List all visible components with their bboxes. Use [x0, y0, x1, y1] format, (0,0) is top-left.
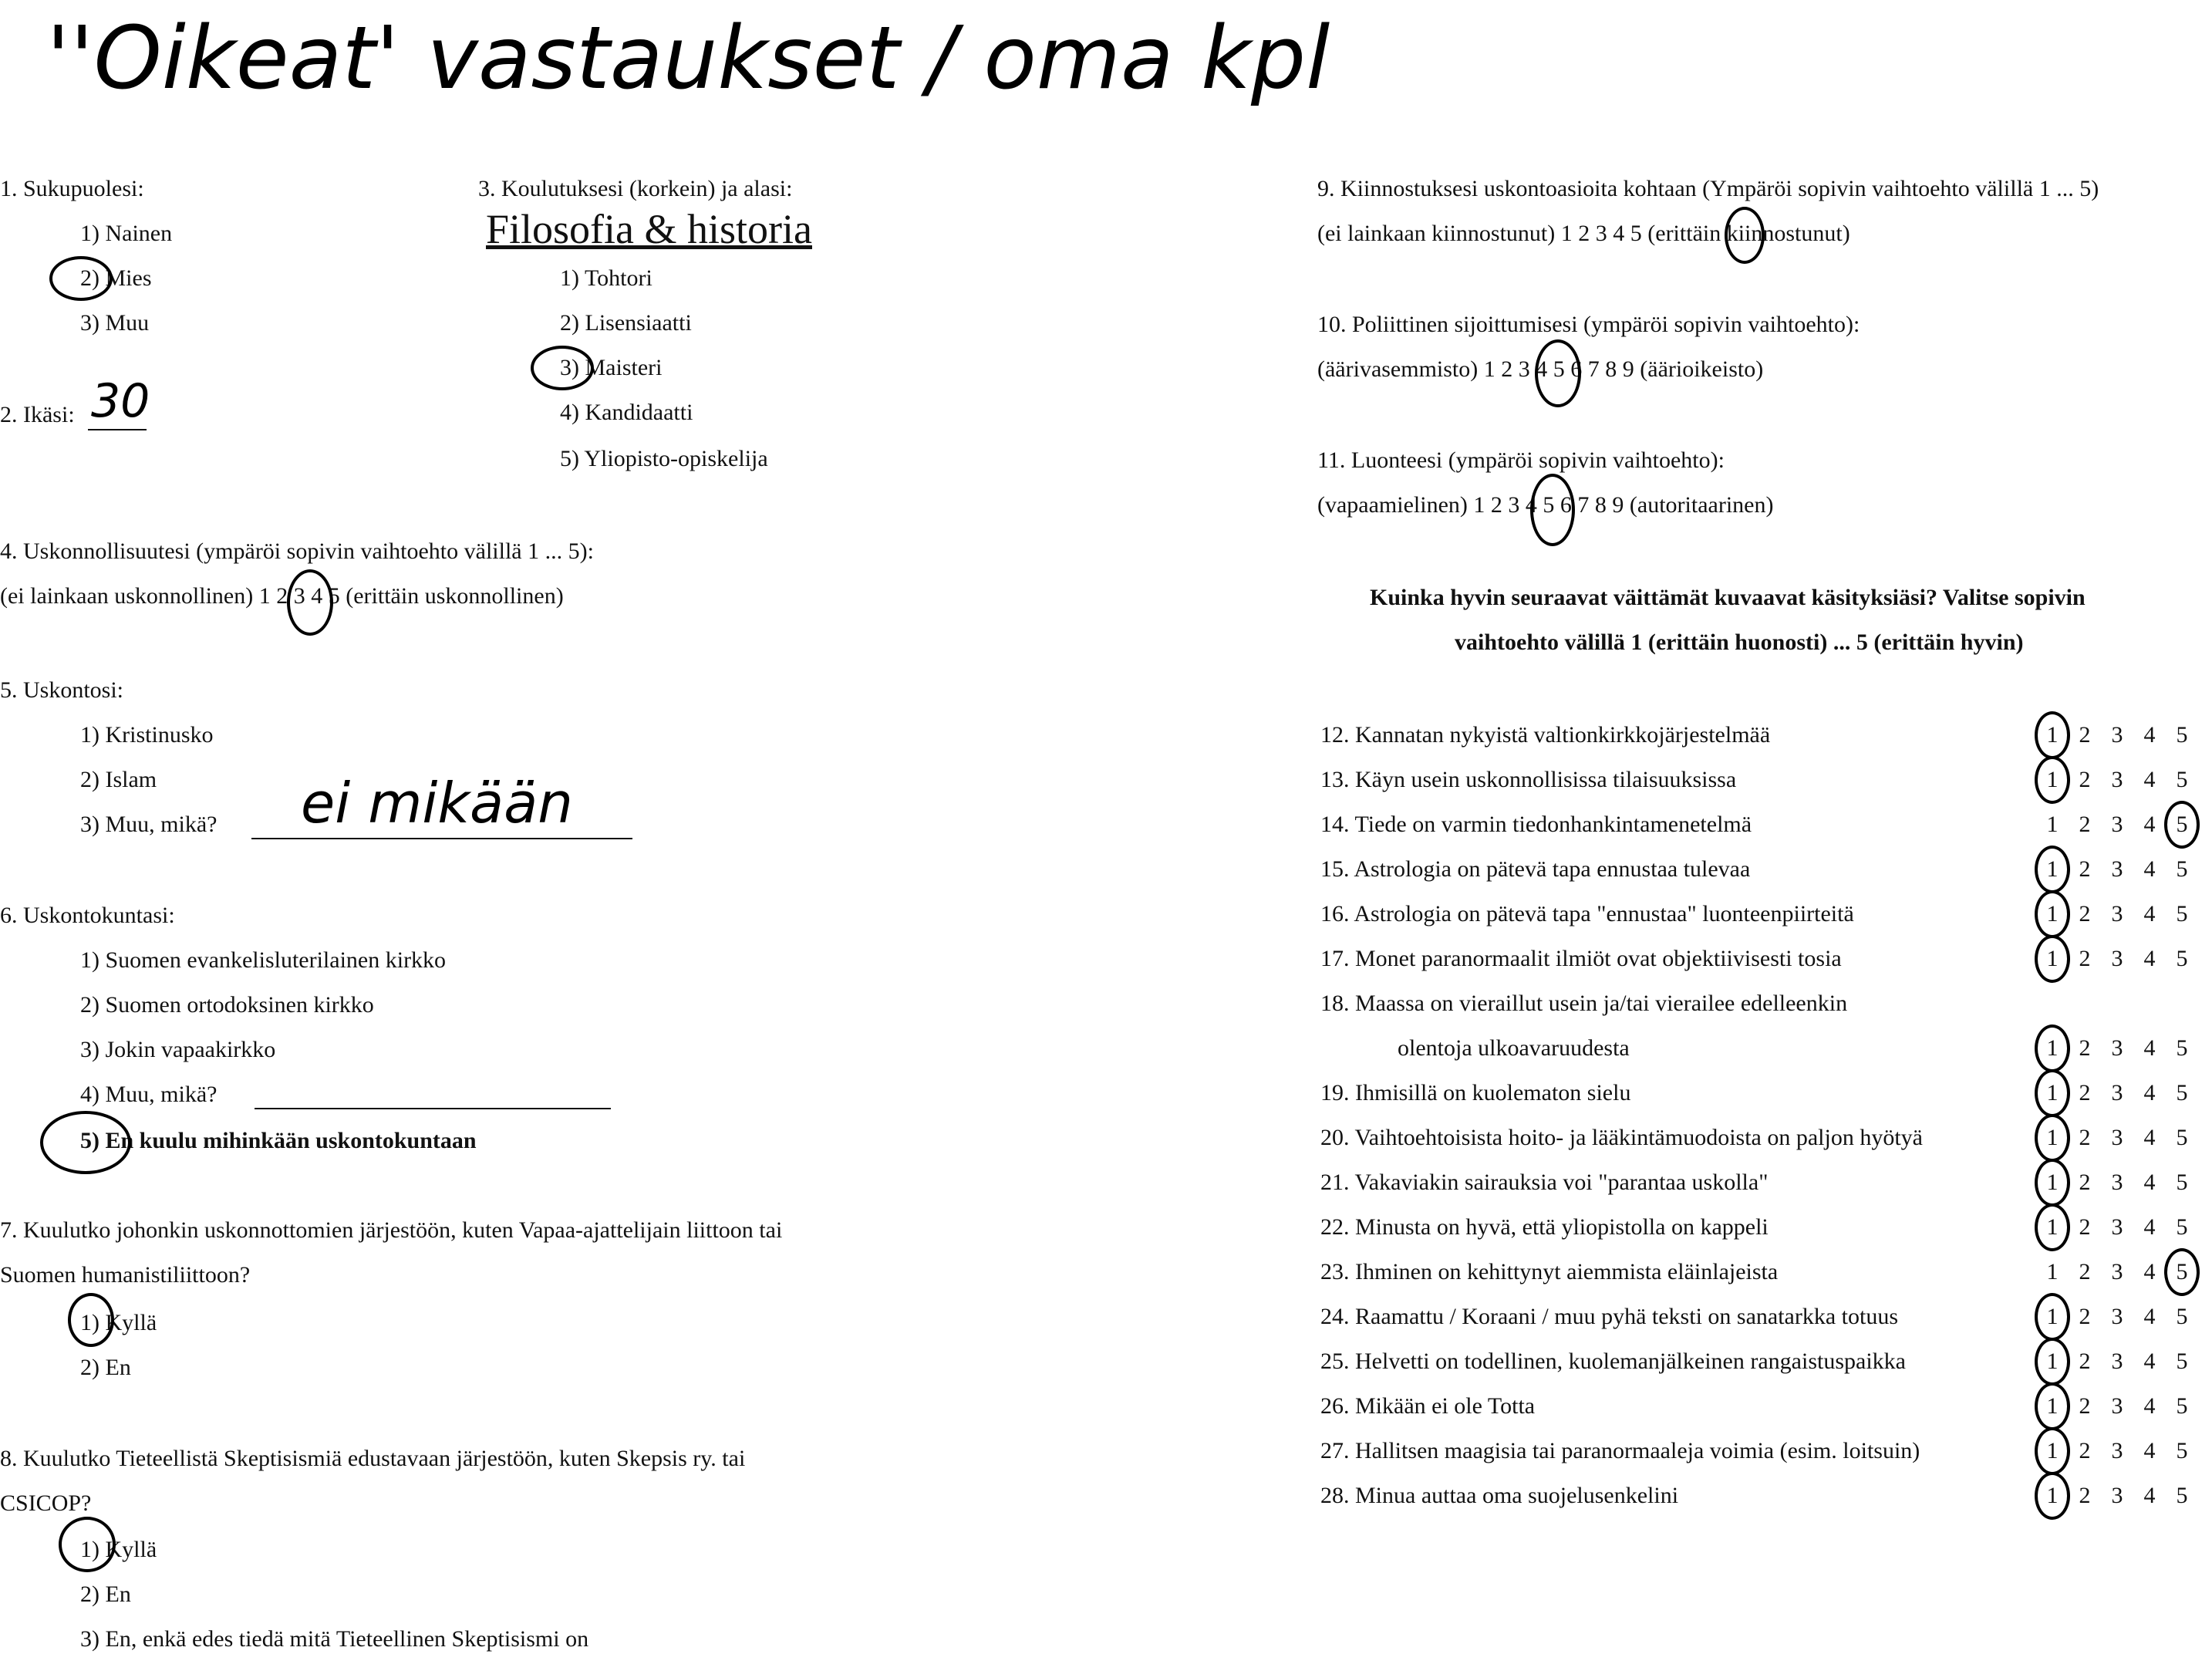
scale-number[interactable]: 4 — [2143, 1080, 2156, 1105]
statement-text: 19. Ihmisillä on kuolematon sielu — [1320, 1080, 1631, 1105]
scale-number[interactable]: 3 — [2111, 812, 2123, 837]
q3-option-4[interactable]: 4) Kandidaatti — [560, 400, 693, 425]
q10-line2[interactable]: (äärivasemmisto) 1 2 3 4 5 6 7 8 9 (äärioikeisto) — [1317, 356, 1764, 382]
statement-answer-circle — [2035, 1024, 2070, 1072]
statement-text: 28. Minua auttaa oma suojelusenkelini — [1320, 1483, 1679, 1508]
handwritten-header: ''Oikeat' vastaukset / oma kpl — [46, 8, 1330, 109]
scale-number[interactable]: 4 — [2143, 946, 2156, 971]
q8-line2: CSICOP? — [0, 1490, 92, 1516]
statement-text: 14. Tiede on varmin tiedonhankintamenetelmä — [1320, 812, 1752, 837]
scale-number[interactable]: 2 — [2079, 1125, 2091, 1150]
scale-number[interactable]: 1 — [2046, 767, 2059, 792]
scale-number[interactable]: 5 — [2176, 767, 2188, 792]
q7-option-1[interactable]: 1) Kyllä — [80, 1310, 157, 1335]
q3-option-1[interactable]: 1) Tohtori — [560, 265, 652, 291]
statement-text: 20. Vaihtoehtoisista hoito- ja lääkintämuodoista on paljon hyötyä — [1320, 1125, 1923, 1150]
q4-answer-circle — [287, 569, 333, 636]
q6-option-4[interactable]: 4) Muu, mikä? — [80, 1082, 217, 1107]
statement-answer-circle — [2035, 756, 2070, 804]
statement-text: 12. Kannatan nykyistä valtionkirkkojärjestelmää — [1320, 722, 1771, 748]
scale-number[interactable]: 5 — [2176, 1393, 2188, 1419]
scale-number[interactable]: 4 — [2143, 901, 2156, 927]
scale-number[interactable]: 4 — [2143, 1259, 2156, 1284]
scale-number[interactable]: 1 — [2046, 946, 2059, 971]
scale-number[interactable]: 3 — [2111, 1170, 2123, 1195]
q1-option-2[interactable]: 2) Mies — [80, 265, 152, 291]
scale-number[interactable]: 1 — [2046, 1304, 2059, 1329]
scale-number[interactable]: 5 — [2176, 812, 2188, 837]
q8-option-3[interactable]: 3) En, enkä edes tiedä mitä Tieteellinen Skeptisismi on — [80, 1626, 589, 1652]
q6-option-3[interactable]: 3) Jokin vapaakirkko — [80, 1037, 276, 1062]
scale-number[interactable]: 2 — [2079, 1438, 2091, 1463]
q8-answer-circle — [59, 1517, 116, 1572]
scale-number[interactable]: 2 — [2079, 767, 2091, 792]
scale-number[interactable]: 1 — [2046, 1349, 2059, 1374]
scale-number[interactable]: 2 — [2079, 1349, 2091, 1374]
q9-line2[interactable]: (ei lainkaan kiinnostunut) 1 2 3 4 5 (erittäin kiinnostunut) — [1317, 221, 1850, 246]
q6-option-5[interactable]: 5) En kuulu mihinkään uskontokuntaan — [80, 1128, 477, 1153]
scale-number[interactable]: 2 — [2079, 1304, 2091, 1329]
scale-number[interactable]: 4 — [2143, 1304, 2156, 1329]
statement-text-continued: olentoja ulkoavaruudesta — [1398, 1035, 1630, 1061]
scale-number[interactable]: 3 — [2111, 946, 2123, 971]
statement-answer-circle — [2035, 1338, 2070, 1386]
scale-number[interactable]: 4 — [2143, 1125, 2156, 1150]
scale-number[interactable]: 2 — [2079, 1080, 2091, 1105]
scale-number[interactable]: 2 — [2079, 812, 2091, 837]
statement-text: 27. Hallitsen maagisia tai paranormaaleja voimia (esim. loitsuin) — [1320, 1438, 1920, 1463]
scale-number[interactable]: 5 — [2176, 1349, 2188, 1374]
instructions-line2: vaihtoehto välillä 1 (erittäin huonosti) ... 5 (erittäin hyvin) — [1455, 630, 2024, 655]
q3-answer-circle — [531, 346, 594, 390]
q5-option-2[interactable]: 2) Islam — [80, 767, 157, 792]
scale-number[interactable]: 1 — [2046, 901, 2059, 927]
statement-answer-circle — [2035, 935, 2070, 983]
instructions-line1: Kuinka hyvin seuraavat väittämät kuvaavat käsityksiäsi? Valitse sopivin — [1370, 585, 2086, 610]
q7-line2: Suomen humanistiliittoon? — [0, 1262, 251, 1288]
q5-title: 5. Uskontosi: — [0, 677, 124, 703]
scale-number[interactable]: 5 — [2176, 1483, 2188, 1508]
q6-option-1[interactable]: 1) Suomen evankelisluterilainen kirkko — [80, 947, 447, 973]
scale-number[interactable]: 5 — [2176, 1035, 2188, 1061]
scale-number[interactable]: 1 — [2046, 1483, 2059, 1508]
q6-other-line — [255, 1108, 611, 1109]
scale-number[interactable]: 4 — [2143, 1349, 2156, 1374]
scale-number[interactable]: 1 — [2046, 1259, 2059, 1284]
scale-number[interactable]: 3 — [2111, 1080, 2123, 1105]
statement-text: 25. Helvetti on todellinen, kuolemanjälkeinen rangaistuspaikka — [1320, 1349, 1906, 1374]
scale-number[interactable]: 3 — [2111, 1304, 2123, 1329]
scale-number[interactable]: 1 — [2046, 856, 2059, 882]
q3-title: 3. Koulutuksesi (korkein) ja alasi: — [478, 176, 793, 201]
q1-title: 1. Sukupuolesi: — [0, 176, 144, 201]
q2-answer-line — [88, 429, 147, 430]
q11-line1: 11. Luonteesi (ympäröi sopivin vaihtoehto): — [1317, 447, 1725, 473]
q5-option-3[interactable]: 3) Muu, mikä? — [80, 812, 217, 837]
scale-number[interactable]: 2 — [2079, 1170, 2091, 1195]
scale-number[interactable]: 4 — [2143, 1035, 2156, 1061]
scale-number[interactable]: 2 — [2079, 1035, 2091, 1061]
q5-option-1[interactable]: 1) Kristinusko — [80, 722, 214, 748]
scale-number[interactable]: 3 — [2111, 856, 2123, 882]
scale-number[interactable]: 3 — [2111, 1349, 2123, 1374]
scale-number[interactable]: 3 — [2111, 1214, 2123, 1240]
scale-number[interactable]: 5 — [2176, 856, 2188, 882]
statement-answer-circle — [2035, 890, 2070, 938]
statement-text: 22. Minusta on hyvä, että yliopistolla on kappeli — [1320, 1214, 1769, 1240]
scale-number[interactable]: 2 — [2079, 722, 2091, 748]
scale-number[interactable]: 5 — [2176, 901, 2188, 927]
scale-number[interactable]: 1 — [2046, 722, 2059, 748]
statement-answer-circle — [2035, 1069, 2070, 1117]
scale-number[interactable]: 3 — [2111, 901, 2123, 927]
scale-number[interactable]: 4 — [2143, 856, 2156, 882]
statement-answer-circle — [2035, 1472, 2070, 1520]
q5-answer: ei mikään — [301, 771, 573, 835]
scale-number[interactable]: 4 — [2143, 1393, 2156, 1419]
statement-text: 16. Astrologia on pätevä tapa "ennustaa" luonteenpiirteitä — [1320, 901, 1854, 927]
scale-number[interactable]: 3 — [2111, 722, 2123, 748]
scale-number[interactable]: 4 — [2143, 1483, 2156, 1508]
statement-answer-circle — [2035, 1293, 2070, 1341]
scale-number[interactable]: 1 — [2046, 1170, 2059, 1195]
scale-number[interactable]: 2 — [2079, 1483, 2091, 1508]
q11-line2[interactable]: (vapaamielinen) 1 2 3 4 5 6 7 8 9 (autoritaarinen) — [1317, 492, 1774, 518]
scale-number[interactable]: 1 — [2046, 1080, 2059, 1105]
q1-answer-circle — [49, 256, 113, 301]
q2-answer: 30 — [91, 374, 150, 428]
scale-number[interactable]: 5 — [2176, 722, 2188, 748]
scale-number[interactable]: 1 — [2046, 1393, 2059, 1419]
scale-number[interactable]: 1 — [2046, 1125, 2059, 1150]
q3-option-2[interactable]: 2) Lisensiaatti — [560, 310, 692, 336]
scale-number[interactable]: 4 — [2143, 1170, 2156, 1195]
scale-number[interactable]: 5 — [2176, 946, 2188, 971]
statement-answer-circle — [2035, 1382, 2070, 1430]
q8-option-2[interactable]: 2) En — [80, 1581, 131, 1607]
scale-number[interactable]: 1 — [2046, 1035, 2059, 1061]
q2-label: 2. Ikäsi: — [0, 402, 75, 427]
statement-text: 15. Astrologia on pätevä tapa ennustaa tulevaa — [1320, 856, 1751, 882]
scale-number[interactable]: 1 — [2046, 1438, 2059, 1463]
scale-number[interactable]: 2 — [2079, 946, 2091, 971]
q6-option-2[interactable]: 2) Suomen ortodoksinen kirkko — [80, 992, 374, 1018]
q1-option-3[interactable]: 3) Muu — [80, 310, 150, 336]
statement-text: 23. Ihminen on kehittynyt aiemmista eläinlajeista — [1320, 1259, 1779, 1284]
scale-number[interactable]: 2 — [2079, 1259, 2091, 1284]
q10-line1: 10. Poliittinen sijoittumisesi (ympäröi sopivin vaihtoehto): — [1317, 312, 1860, 337]
statement-text: 17. Monet paranormaalit ilmiöt ovat objektiivisesti tosia — [1320, 946, 1842, 971]
scale-number[interactable]: 3 — [2111, 767, 2123, 792]
q11-answer-circle — [1530, 474, 1575, 546]
statement-text: 18. Maassa on vieraillut usein ja/tai vierailee edelleenkin — [1320, 991, 1848, 1016]
statement-answer-circle — [2164, 1248, 2200, 1296]
q9-answer-circle — [1725, 207, 1765, 264]
scale-number[interactable]: 4 — [2143, 1214, 2156, 1240]
q7-option-2[interactable]: 2) En — [80, 1355, 131, 1380]
scale-number[interactable]: 5 — [2176, 1214, 2188, 1240]
statement-text: 24. Raamattu / Koraani / muu pyhä teksti on sanatarkka totuus — [1320, 1304, 1899, 1329]
q8-option-1[interactable]: 1) Kyllä — [80, 1537, 157, 1562]
q6-answer-circle — [40, 1111, 131, 1174]
q10-answer-circle — [1535, 339, 1581, 407]
statement-answer-circle — [2035, 846, 2070, 893]
scale-number[interactable]: 1 — [2046, 812, 2059, 837]
q4-title: 4. Uskonnollisuutesi (ympäröi sopivin vaihtoehto välillä 1 ... 5): — [0, 538, 594, 564]
scale-number[interactable]: 5 — [2176, 1304, 2188, 1329]
statement-text: 21. Vakaviakin sairauksia voi "parantaa uskolla" — [1320, 1170, 1769, 1195]
scale-number[interactable]: 3 — [2111, 1393, 2123, 1419]
q3-option-3[interactable]: 3) Maisteri — [560, 355, 663, 380]
scale-number[interactable]: 3 — [2111, 1483, 2123, 1508]
q6-title: 6. Uskontokuntasi: — [0, 903, 175, 928]
scale-number[interactable]: 2 — [2079, 1393, 2091, 1419]
scale-number[interactable]: 3 — [2111, 1259, 2123, 1284]
scale-number[interactable]: 4 — [2143, 767, 2156, 792]
scale-number[interactable]: 5 — [2176, 1080, 2188, 1105]
q7-answer-circle — [68, 1293, 114, 1347]
statement-answer-circle — [2035, 711, 2070, 759]
q3-field-answer: Filosofia & historia — [486, 206, 812, 252]
statement-answer-circle — [2035, 1427, 2070, 1475]
q4-scale[interactable]: (ei lainkaan uskonnollinen) 1 2 3 4 5 (erittäin uskonnollinen) — [0, 583, 564, 609]
scale-number[interactable]: 3 — [2111, 1035, 2123, 1061]
scale-number[interactable]: 3 — [2111, 1438, 2123, 1463]
scale-number[interactable]: 2 — [2079, 856, 2091, 882]
q1-option-1[interactable]: 1) Nainen — [80, 221, 173, 246]
scale-number[interactable]: 5 — [2176, 1259, 2188, 1284]
statement-answer-circle — [2035, 1114, 2070, 1162]
statement-answer-circle — [2164, 801, 2200, 849]
scale-number[interactable]: 4 — [2143, 1438, 2156, 1463]
scale-number[interactable]: 5 — [2176, 1125, 2188, 1150]
q3-option-5[interactable]: 5) Yliopisto-opiskelija — [560, 446, 768, 471]
scale-number[interactable]: 3 — [2111, 1125, 2123, 1150]
q8-line1: 8. Kuulutko Tieteellistä Skeptisismiä edustavaan järjestöön, kuten Skepsis ry. tai — [0, 1446, 746, 1471]
statement-answer-circle — [2035, 1159, 2070, 1207]
statement-text: 13. Käyn usein uskonnollisissa tilaisuuksissa — [1320, 767, 1737, 792]
q5-answer-line — [251, 838, 632, 839]
q9-line1: 9. Kiinnostuksesi uskontoasioita kohtaan (Ympäröi sopivin vaihtoehto välillä 1 ... 5) — [1317, 176, 2099, 201]
scale-number[interactable]: 2 — [2079, 1214, 2091, 1240]
scale-number[interactable]: 5 — [2176, 1170, 2188, 1195]
scale-number[interactable]: 5 — [2176, 1438, 2188, 1463]
scale-number[interactable]: 2 — [2079, 901, 2091, 927]
q7-line1: 7. Kuulutko johonkin uskonnottomien järjestöön, kuten Vapaa-ajattelijain liittoon tai — [0, 1217, 783, 1243]
scale-number[interactable]: 4 — [2143, 812, 2156, 837]
scale-number[interactable]: 4 — [2143, 722, 2156, 748]
statement-answer-circle — [2035, 1203, 2070, 1251]
scale-number[interactable]: 1 — [2046, 1214, 2059, 1240]
statement-text: 26. Mikään ei ole Totta — [1320, 1393, 1536, 1419]
